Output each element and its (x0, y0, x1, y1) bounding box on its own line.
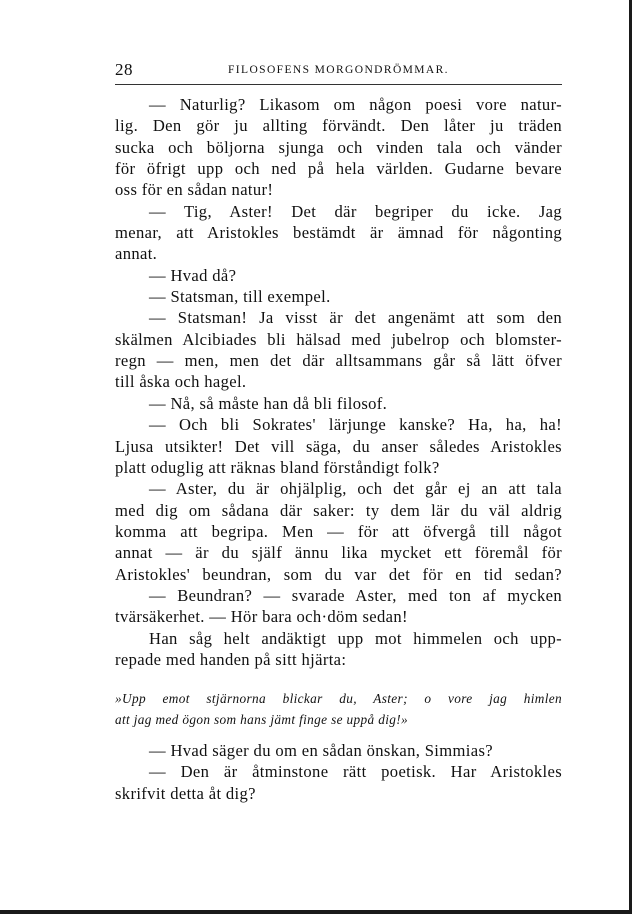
quote-line: att jag med ögon som hans jämt finge se uppå dig!» (115, 712, 409, 727)
text-line: — Beundran? — svarade Aster, med ton af mycken (149, 585, 562, 605)
text-line: lig. Den gör ju allting förvändt. Den låter ju träden (115, 116, 562, 136)
text-line: annat — är du själf ännu lika mycket ett föremål för (115, 543, 562, 563)
text-line: — Naturlig? Likasom om någon poesi vore natur- (149, 95, 562, 114)
text-line: Ljusa utsikter! Det vill säga, du anser således Aristokles (115, 436, 562, 456)
text-line: Han såg helt andäktigt upp mot himmelen och upp- (149, 628, 562, 648)
page-number: 28 (115, 60, 133, 79)
text-line: med dig om sådana där saker: ty dem lär du väl aldrig (115, 500, 562, 520)
text-line: — Statsman! Ja visst är det angenämt att som den (149, 308, 562, 328)
text-line: — Den är åtminstone rätt poetisk. Har Aristokles (149, 762, 562, 782)
text-line: för öfrigt upp och ned på hela världen. Gudarne bevare (115, 159, 562, 179)
text-line: repade med handen på sitt hjärta: (115, 649, 347, 669)
text-line: komma att begripa. Men — för att öfvergå till något (115, 521, 562, 541)
body-text (115, 94, 562, 670)
text-line: — Hvad då? (149, 265, 237, 285)
text-line: sucka och böljorna sjunga och vinden tala och vänder (115, 137, 562, 157)
text-line: regn — men, men det där alltsammans går så lätt öfver (115, 351, 562, 371)
text-line: platt oduglig att räknas bland förståndigt folk? (115, 457, 440, 477)
text-line: menar, att Aristokles bestämdt är ämnad för någonting (115, 223, 562, 243)
page-header (115, 60, 562, 82)
text-line: oss för en sådan natur! (115, 180, 274, 200)
text-line: skrifvit detta åt dig? (115, 783, 256, 803)
text-line: till åska och hagel. (115, 372, 247, 392)
text-line: — Statsman, till exempel. (149, 287, 331, 307)
text-line: Aristokles' beundran, som du var det för en tid sedan? (115, 564, 562, 584)
header-rule (115, 84, 562, 85)
closing-text (115, 740, 562, 804)
text-line: — Och bli Sokrates' lärjunge kanske? Ha, ha, ha! (149, 415, 562, 435)
page-edge-bottom (0, 910, 632, 914)
text-line: tvärsäkerhet. — Hör bara och·döm sedan! (115, 607, 408, 627)
text-line: — Tig, Aster! Det där begriper du icke. Jag (149, 201, 562, 221)
text-line: annat. (115, 244, 158, 264)
text-line: skälmen Alcibiades bli hälsad med jubelrop och blomster- (115, 329, 562, 349)
text-line: — Hvad säger du om en sådan önskan, Simmias? (149, 741, 493, 760)
verse-quote (115, 688, 562, 730)
text-line: — Nå, så måste han då bli filosof. (149, 393, 388, 413)
running-title: FILOSOFENS MORGONDRÖMMAR. (228, 64, 449, 76)
quote-line: »Upp emot stjärnorna blickar du, Aster; o vore jag himlen (115, 691, 562, 706)
text-line: — Aster, du är ohjälplig, och det går ej an att tala (149, 479, 562, 499)
